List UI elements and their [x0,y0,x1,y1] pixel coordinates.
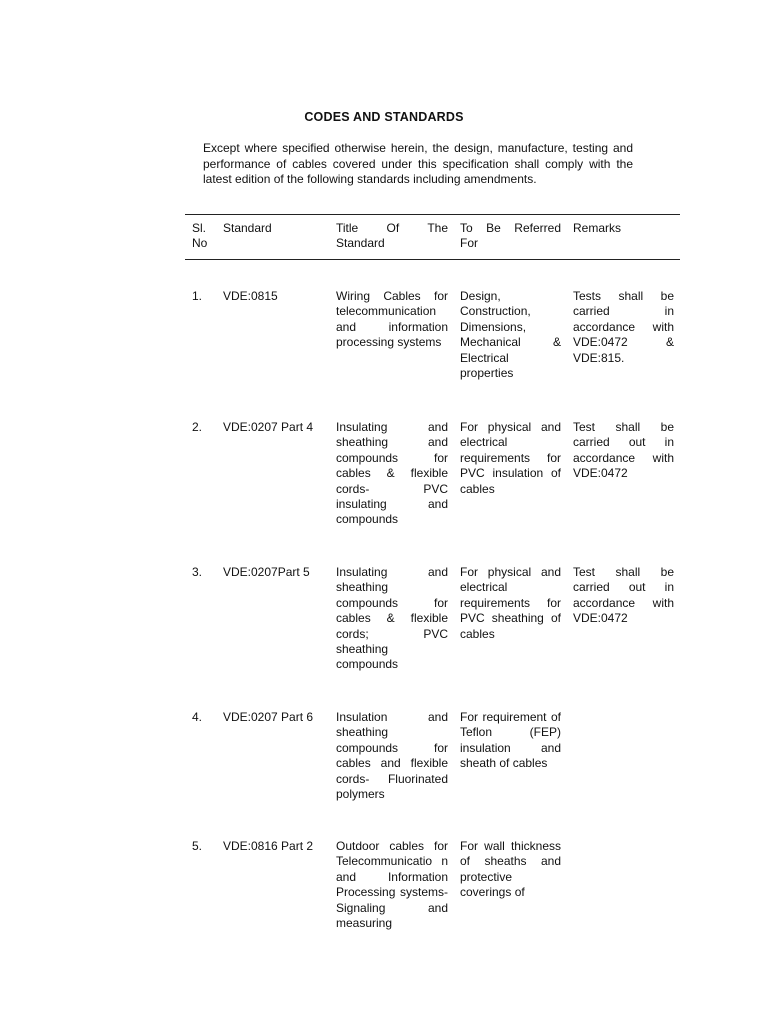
document-title: CODES AND STANDARDS [304,110,464,124]
row-title: Insulation and sheathing compounds for cables and flexible cords- Fluorinated polymers [336,710,448,802]
row-referred-for: For requirement of Teflon (FEP) insulation and sheath of cables [460,710,561,771]
row-standard: VDE:0815 [223,289,278,303]
header-referred-for: To Be Referred For [460,221,561,251]
row-standard: VDE:0816 Part 2 [223,839,314,853]
header-sl-no: Sl. No [192,221,208,251]
row-sl-no: 2. [192,420,203,434]
row-remarks: Test shall be carried out in accordance with VDE:0472 [573,565,674,626]
header-remarks: Remarks [573,221,622,235]
row-sl-no: 4. [192,710,203,724]
row-referred-for: Design, Construction, Dimensions, Mechanical & Electrical properties [460,289,561,381]
row-referred-for: For physical and electrical requirements for PVC sheathing of cables [460,565,561,641]
row-referred-for: For physical and electrical requirements for PVC insulation of cables [460,420,561,496]
row-sl-no: 5. [192,839,203,853]
row-standard: VDE:0207Part 5 [223,565,310,579]
row-referred-for: For wall thickness of sheaths and protective coverings of [460,839,561,900]
table-top-rule [185,214,680,215]
header-standard: Standard [223,221,272,235]
row-sl-no: 1. [192,289,203,303]
row-standard: VDE:0207 Part 4 [223,420,314,434]
row-remarks: Tests shall be carried in accordance with VDE:0472 & VDE:815. [573,289,674,365]
row-title: Insulating and sheathing compounds for cables & flexible cords; PVC sheathing compounds [336,565,448,672]
intro-paragraph: Except where specified otherwise herein, the design, manufacture, testing and performance of cables covered under this specification shall comply with the latest edition of the following standards including amendments. [203,141,633,186]
table-header-rule [185,259,680,260]
header-title: Title Of The Standard [336,221,448,251]
row-title: Wiring Cables for telecommunication and information processing systems [336,289,448,350]
row-remarks: Test shall be carried out in accordance with VDE:0472 [573,420,674,481]
row-title: Outdoor cables for Telecommunicatio n and Information Processing systems- Signaling and measuring [336,839,448,931]
row-standard: VDE:0207 Part 6 [223,710,314,724]
row-sl-no: 3. [192,565,203,579]
row-title: Insulating and sheathing and compounds for cables & flexible cords- PVC insulating and compounds [336,420,448,527]
